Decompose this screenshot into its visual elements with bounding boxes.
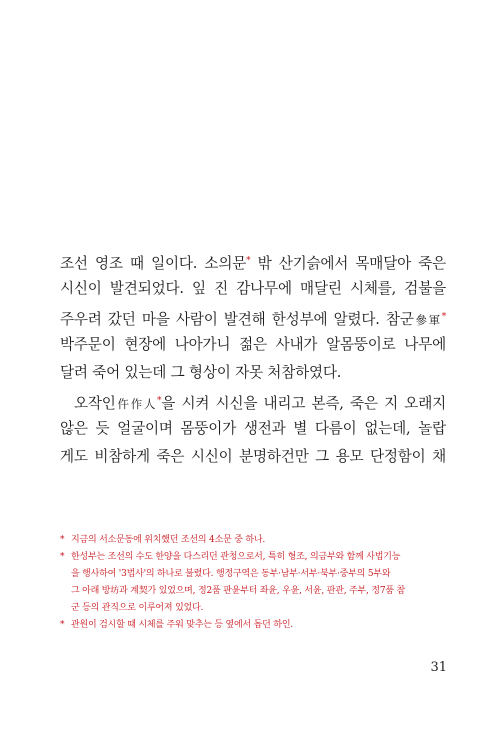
text-line: 달려 죽어 있는데 그 형상이 자못 처참하였다.	[60, 364, 342, 381]
footnote-continuation: 을 행사하여 '3법사'의 하나로 불렸다. 행정구역은 동부·남부·서부·북부·중부의 5부와	[71, 569, 391, 579]
footnote-text: 지금의 서소문동에 위치했던 조선의 4소문 중 하나.	[71, 535, 266, 545]
footnote-marker: *	[60, 620, 65, 630]
footnote-marker: *	[60, 552, 65, 562]
footnote	[60, 532, 446, 549]
text-line: 게도 비참하게 죽은 시신이 분명하건만 그 용모 단정함이 채	[60, 448, 446, 465]
text-line: 시신이 발견되었다. 잎 진 감나무에 매달린 시체를, 검불을	[60, 280, 446, 297]
footnote-text: 관원이 검시할 때 시체를 주워 맞추는 등 옆에서 돕던 하인.	[71, 620, 293, 630]
footnote-marker: *	[60, 535, 65, 545]
text-line	[60, 247, 446, 275]
footnote-marker: *	[246, 256, 251, 266]
hanja-gloss: 仵作人	[115, 397, 157, 411]
text-line: 박주문이 현장에 나아가니 젊은 사내가 알몸뚱이로 나무에	[60, 336, 446, 353]
footnote-continuation: 그 아래 방坊과 계契가 있었으며, 정2품 판윤부터 좌윤, 우윤, 서윤, 판관, 주부, 정7품 참	[71, 586, 406, 596]
footnote-text: 한성부는 조선의 수도 한양을 다스리던 관청으로서, 특히 형조, 의금부와 함께 사법기능	[71, 552, 401, 562]
hanja-gloss: 參軍	[413, 313, 442, 327]
text-segment: 밖 산기슭에서 목매달아 죽은	[250, 255, 446, 272]
text-segment: 오작인	[74, 395, 116, 412]
text-line: 않은 듯 얼굴이며 몸뚱이가 생전과 별 다름이 없는데, 놀랍	[60, 420, 446, 437]
footnotes	[60, 532, 446, 634]
text-line	[60, 303, 446, 331]
footnote	[60, 617, 446, 634]
text-line	[60, 387, 446, 415]
page-number: 31	[430, 660, 447, 675]
footnote-marker: *	[156, 396, 162, 406]
text-segment: 주우려 갔던 마을 사람이 발견해 한성부에 알렸다. 참군	[60, 311, 414, 328]
footnote-continuation: 군 등의 관직으로 이루어져 있었다.	[71, 603, 204, 613]
main-text	[60, 247, 446, 471]
text-segment: 을 시켜 시신을 내리고 본즉, 죽은 지 오래지	[161, 395, 446, 412]
footnote-marker: *	[441, 312, 446, 322]
footnote	[60, 549, 446, 566]
text-segment: 조선 영조 때 일이다. 소의문	[60, 255, 247, 272]
